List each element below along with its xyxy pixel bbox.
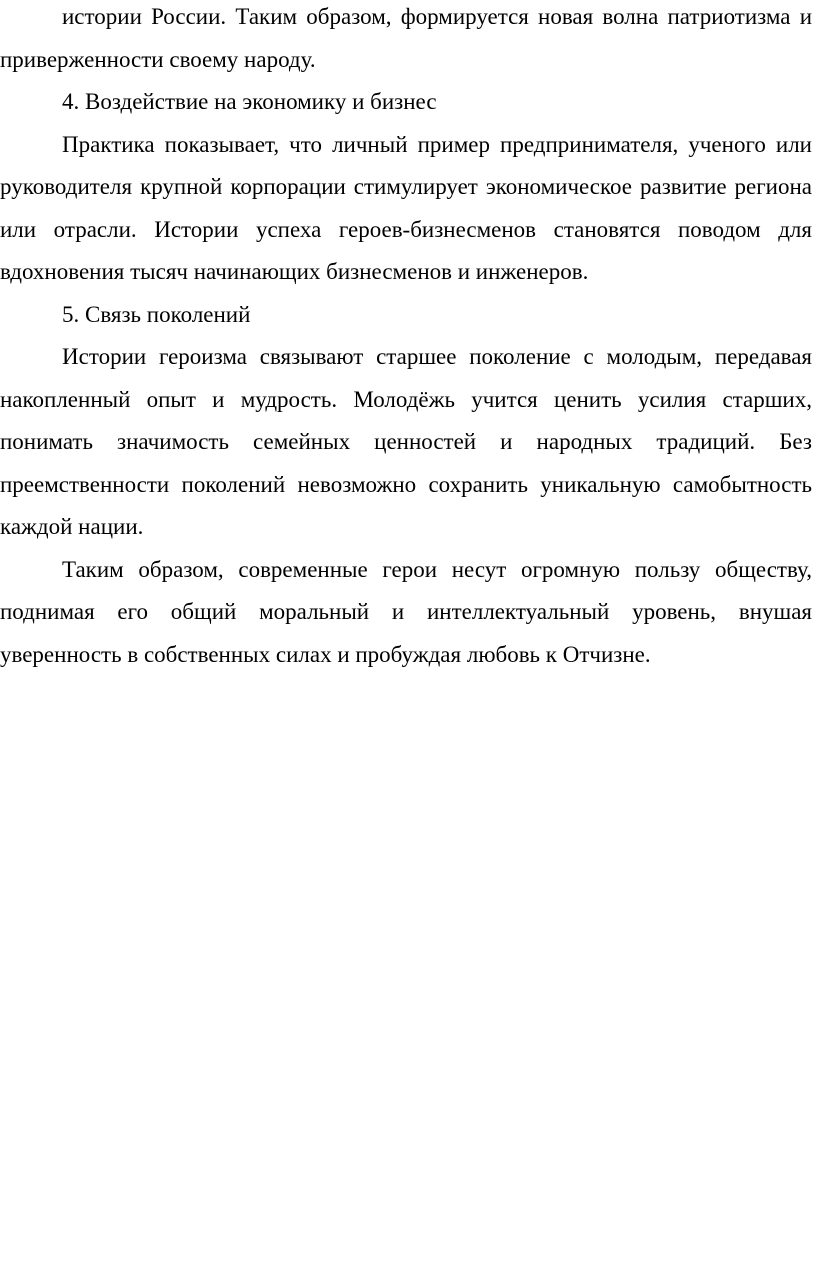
paragraph-economy: Практика показывает, что личный пример предпринимателя, ученого или руководителя крупной корпорации стимулирует экономическое развитие региона или отрасли. Истории успеха героев-бизнесменов становятся поводом для вдохновения тысяч начинающих бизнесменов и инженеров. [0,131,812,284]
section-heading-generations: 5. Связь поколений [62,301,251,327]
section-heading-economy: 4. Воздействие на экономику и бизнес [62,89,437,114]
paragraph-continuation: истории России. Таким образом, формируется новая волна патриотизма и приверженности своему народу. [0,4,812,72]
paragraph-generations: Истории героизма связывают старшее поколение с молодым, передавая накопленный опыт и мудрость. Молодёжь учится ценить усилия старших, понимать значимость семейных ценностей и народных традиций. Без преемственности поколений невозможно сохранить уникальную самобытность каждой нации. [0,344,812,539]
paragraph-conclusion: Таким образом, современные герои несут огромную пользу обществу, поднимая его общий моральный и интеллектуальный уровень, внушая уверенность в собственных силах и пробуждая любовь к Отчизне. [0,556,812,667]
